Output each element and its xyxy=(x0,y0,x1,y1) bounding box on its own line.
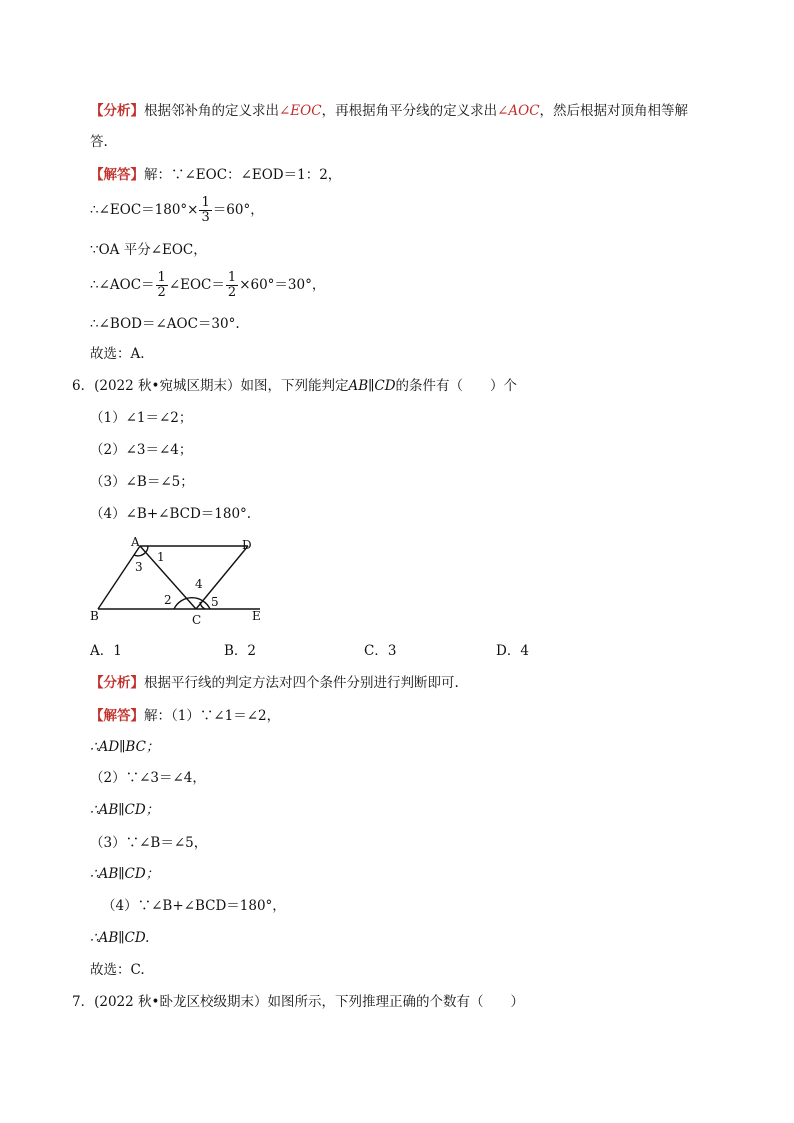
q6-answer-line8: ∴AB∥CD. xyxy=(90,930,150,946)
q6-answer-line7: （4）∵∠B+∠BCD＝180°， xyxy=(102,898,286,914)
choice-a: A．1 xyxy=(90,643,122,659)
line-ab xyxy=(98,546,140,609)
q6-cond-3: （3）∠B＝∠5； xyxy=(90,474,194,490)
fraction-one-half: $\frac{1}{2}$ xyxy=(157,270,166,300)
parallelogram-figure xyxy=(88,536,288,636)
q5-step1: ∴∠EOC＝180°× $\frac{1}{3}$ ＝60°， xyxy=(90,195,264,225)
q6-cond-2: （2）∠3＝∠4； xyxy=(90,442,193,458)
q6-cond-1: （1）∠1＝∠2； xyxy=(90,410,193,426)
q6-answer-line2: ∴AD∥BC； xyxy=(90,739,160,755)
q6-answer-line5: （3）∵∠B＝∠5， xyxy=(90,835,208,851)
choice-b: B．2 xyxy=(224,643,257,659)
q6-answer-line3: （2）∵∠3＝∠4， xyxy=(90,770,206,786)
angle-aoc: ∠AOC xyxy=(497,103,540,119)
line-dc xyxy=(196,546,248,609)
label-2: 2 xyxy=(164,593,172,607)
label-5: 5 xyxy=(211,595,219,609)
q5-choose: 故选：A. xyxy=(90,346,145,362)
q5-analysis-line2: 答. xyxy=(90,134,108,150)
analysis-tag: 【分析】 xyxy=(90,103,144,119)
angle-eoc: ∠EOC xyxy=(279,103,322,119)
fraction-one-third: $\frac{1}{3}$ xyxy=(201,195,210,225)
label-c: C xyxy=(192,613,202,627)
q6-answer-line6: ∴AB∥CD； xyxy=(90,866,160,882)
q6-stem: 6．(2022 秋•宛城区期末）如图，下列能判定AB∥CD的条件有（ ）个 xyxy=(72,378,518,394)
fraction-one-half: $\frac{1}{2}$ xyxy=(227,270,237,300)
label-1: 1 xyxy=(157,550,165,564)
q5-step4: ∴∠BOD＝∠AOC＝30°. xyxy=(90,316,240,332)
q6-choose: 故选：C. xyxy=(90,962,145,978)
label-d: D xyxy=(242,538,252,552)
answer-tag: 【解答】 xyxy=(90,167,144,183)
label-3: 3 xyxy=(135,560,143,574)
q7-stem: 7．(2022 秋•卧龙区校级期末）如图所示，下列推理正确的个数有（ ） xyxy=(72,994,524,1010)
label-4: 4 xyxy=(195,577,203,591)
q5-step3: ∴∠AOC＝ $\frac{1}{2}$ ∠EOC＝ $\frac{1}{2}$ ×60°＝30°， xyxy=(90,270,326,300)
q5-step2: ∵OA 平分∠EOC， xyxy=(90,242,207,258)
label-b: B xyxy=(90,609,99,623)
choice-d: D．4 xyxy=(496,643,529,659)
q6-answer-line4: ∴AB∥CD； xyxy=(90,802,160,818)
q5-answer-line: 【解答】解：∵∠EOC：∠EOD＝1：2， xyxy=(90,167,342,183)
label-e: E xyxy=(252,609,261,623)
q5-analysis-line1: 【分析】根据邻补角的定义求出∠EOC，再根据角平分线的定义求出∠AOC，然后根据对顶角相等解 xyxy=(90,103,689,119)
angle-arc-5 xyxy=(200,602,205,609)
label-a: A xyxy=(131,536,140,549)
q6-answer-line1: 【解答】解：（1）∵∠1＝∠2， xyxy=(90,708,281,724)
q6-cond-4: （4）∠B+∠BCD＝180°. xyxy=(90,506,252,522)
choice-c: C．3 xyxy=(364,643,397,659)
q6-analysis: 【分析】根据平行线的判定方法对四个条件分别进行判断即可. xyxy=(90,675,459,691)
